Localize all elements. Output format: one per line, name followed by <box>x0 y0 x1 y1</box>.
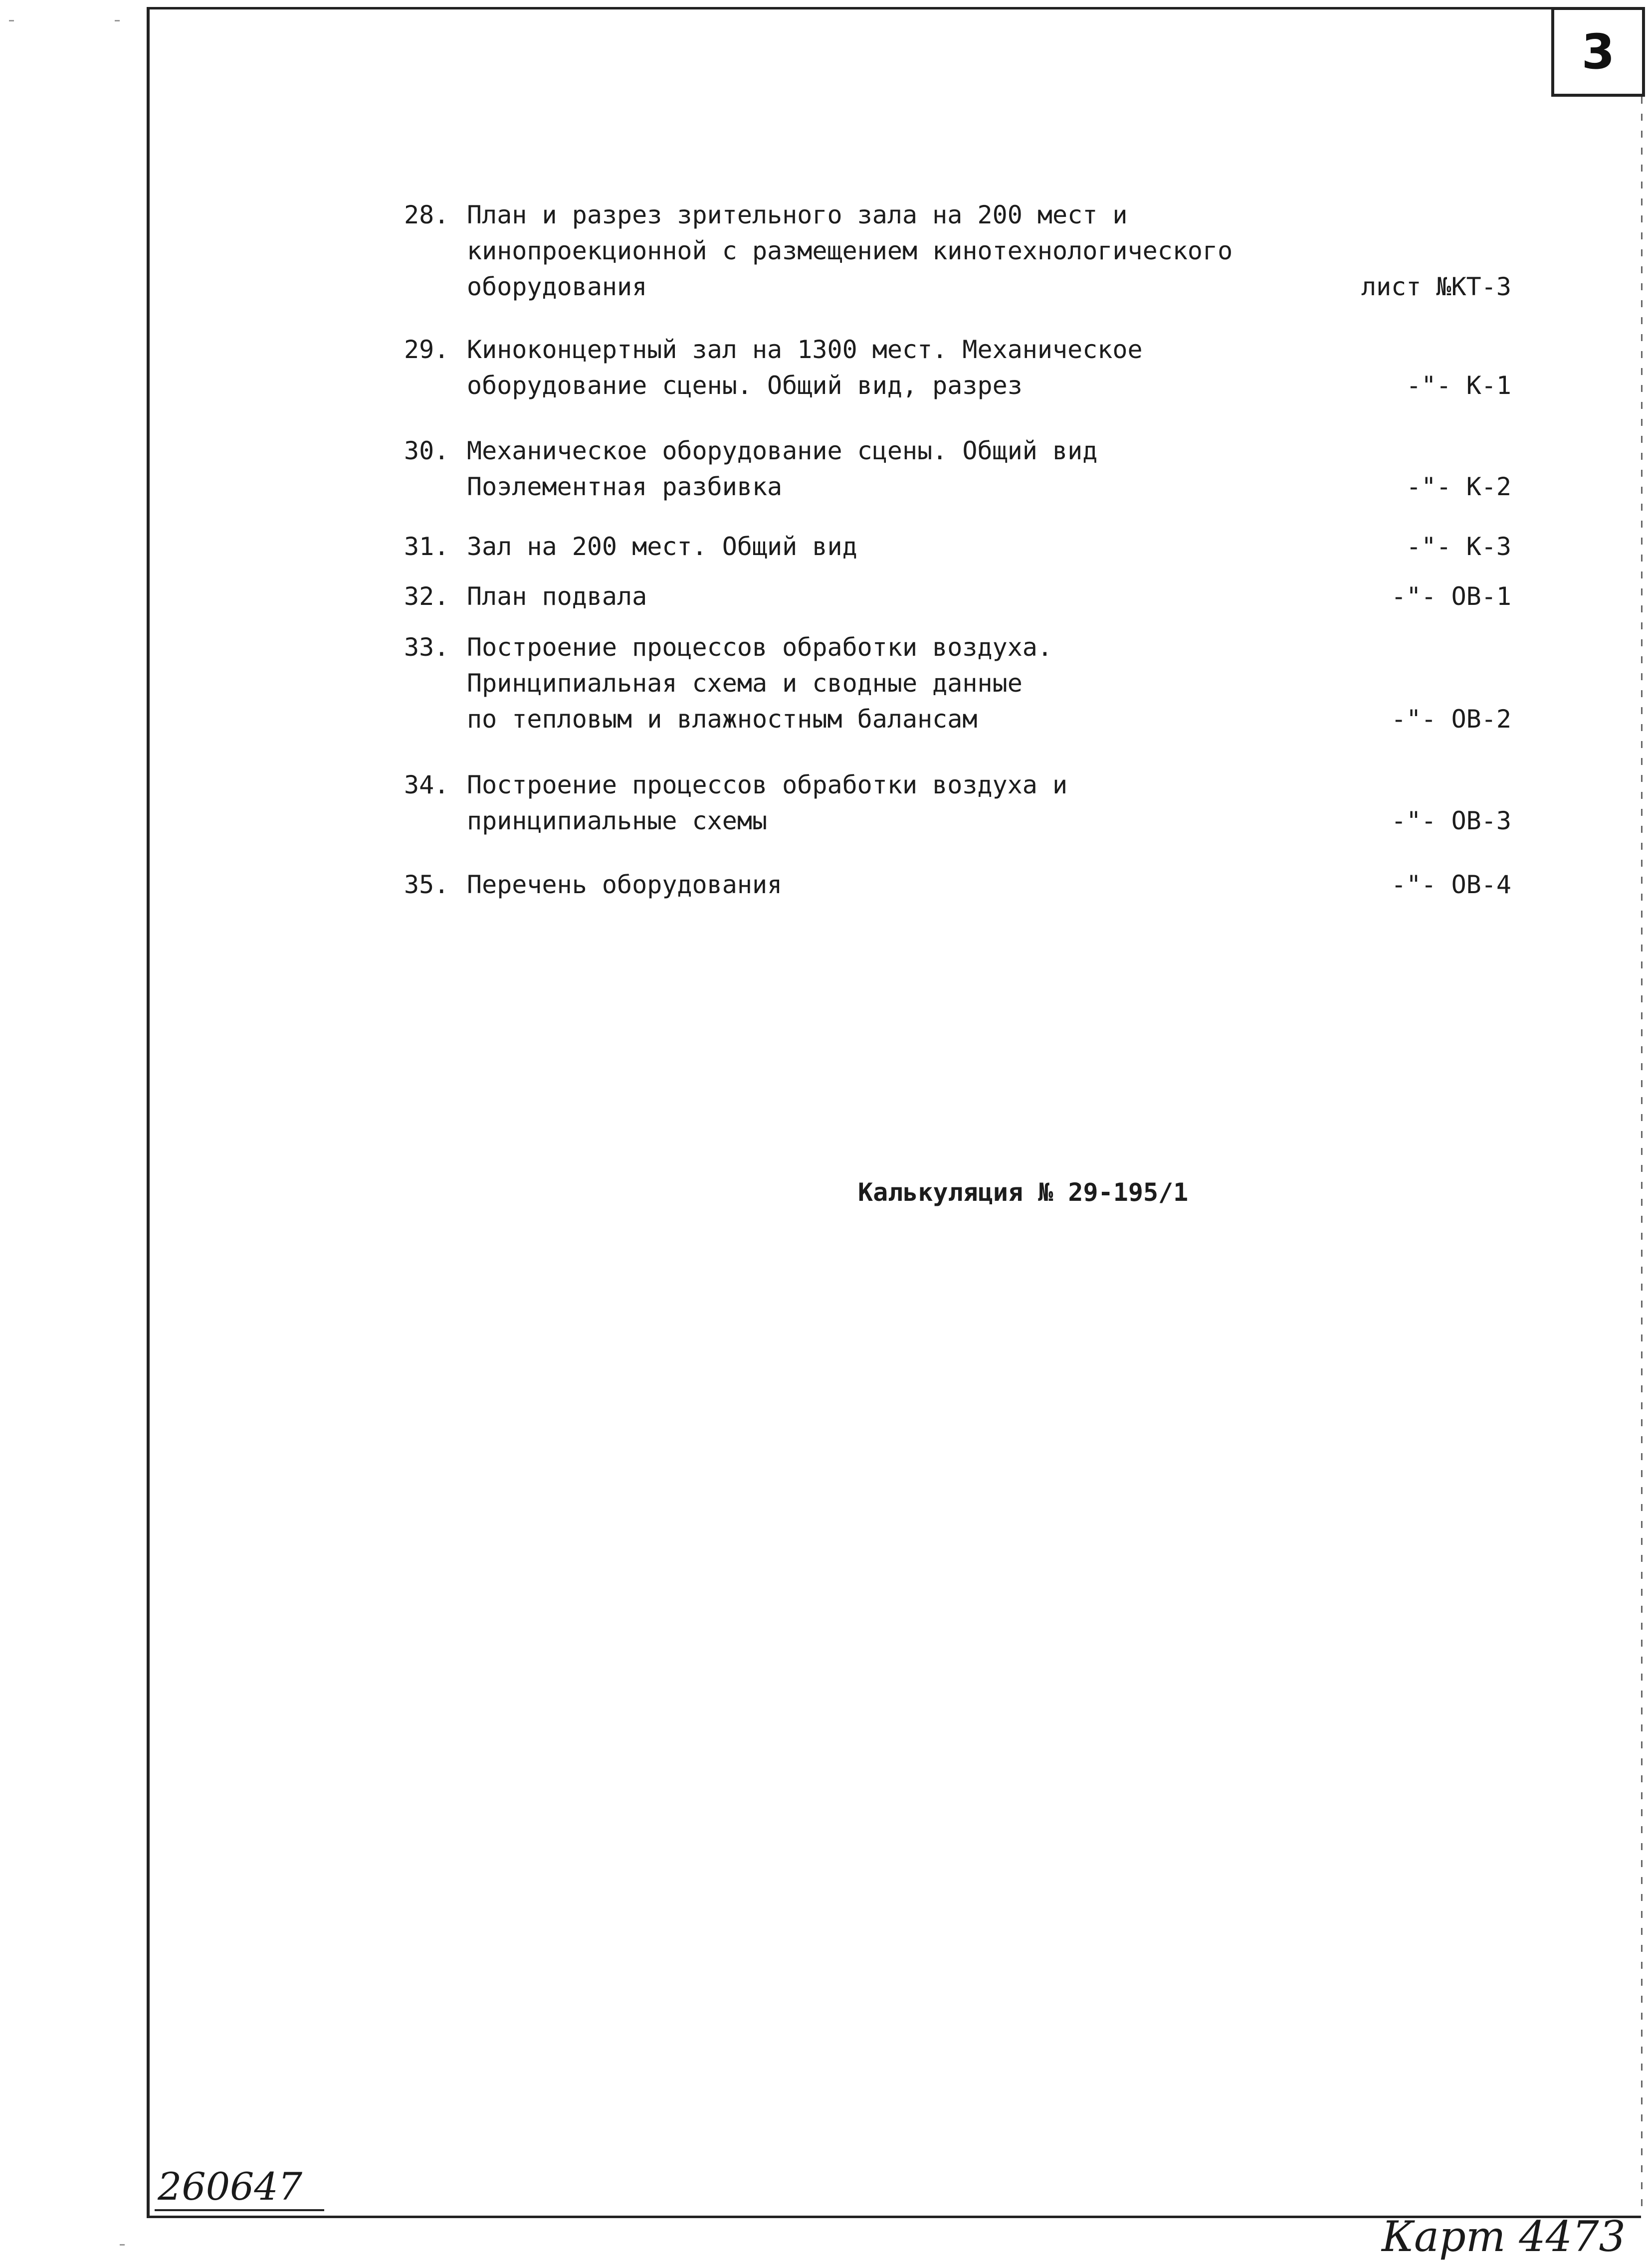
scan-speck <box>120 2244 125 2246</box>
handwritten-underline <box>155 2209 324 2211</box>
entry-title-line: кинопроекционной с размещением кинотехнологического <box>467 236 1233 265</box>
entry-title-line: оборудования <box>467 272 647 301</box>
entry-number: 31. <box>404 532 449 561</box>
entry-title <box>467 529 1215 565</box>
entry-title-line: Перечень оборудования <box>467 870 783 899</box>
scan-speck <box>115 20 120 21</box>
entry-title <box>467 197 1233 305</box>
entry-title-line: План и разрез зрительного зала на 200 мест и <box>467 200 1128 229</box>
entry-title <box>467 767 1215 839</box>
calculation-number: Калькуляция № 29-195/1 <box>858 1178 1189 1207</box>
entry-title-line: План подвала <box>467 582 647 611</box>
entry-title <box>467 578 1215 614</box>
sheet-reference: лист №КТ-3 <box>1361 272 1511 301</box>
handwritten-archive-note: Карт 4473 <box>1382 2212 1626 2261</box>
entry-title-line: Принципиальная схема и сводные данные <box>467 669 1023 698</box>
entry-title-line: Построение процессов обработки воздуха. <box>467 633 1052 662</box>
entry-title-line: по тепловым и влажностным балансам <box>467 705 978 734</box>
entry-number: 34. <box>404 770 449 799</box>
page-number: 3 <box>1551 7 1645 97</box>
entry-number: 35. <box>404 870 449 899</box>
entry-number: 33. <box>404 633 449 662</box>
sheet-reference: -"- ОВ-3 <box>1391 806 1511 835</box>
sheet-reference: -"- ОВ-1 <box>1391 582 1511 611</box>
entry-title <box>467 332 1215 403</box>
sheet-reference: -"- К-3 <box>1406 532 1511 561</box>
entry-title-line: Построение процессов обработки воздуха и <box>467 770 1068 799</box>
sheet-reference: -"- К-2 <box>1406 472 1511 501</box>
entry-number: 30. <box>404 436 449 465</box>
entry-number: 29. <box>404 335 449 364</box>
entry-number: 32. <box>404 582 449 611</box>
page-edge-line <box>1641 97 1643 2216</box>
entry-title-line: оборудование сцены. Общий вид, разрез <box>467 371 1023 400</box>
entry-title <box>467 433 1215 505</box>
entry-title <box>467 867 1215 903</box>
scan-speck <box>9 20 14 21</box>
entry-title-line: Киноконцертный зал на 1300 мест. Механическое <box>467 335 1143 364</box>
entry-title-line: Поэлементная разбивка <box>467 472 783 501</box>
sheet-reference: -"- ОВ-2 <box>1391 705 1511 734</box>
sheet-reference: -"- ОВ-4 <box>1391 870 1511 899</box>
entry-title-line: Механическое оборудование сцены. Общий вид <box>467 436 1098 465</box>
entry-title-line: Зал на 200 мест. Общий вид <box>467 532 857 561</box>
sheet-reference: -"- К-1 <box>1406 371 1511 400</box>
handwritten-inventory-number: 260647 <box>158 2164 303 2209</box>
entry-number: 28. <box>404 200 449 229</box>
entry-title <box>467 629 1215 737</box>
entry-title-line: принципиальные схемы <box>467 806 768 835</box>
